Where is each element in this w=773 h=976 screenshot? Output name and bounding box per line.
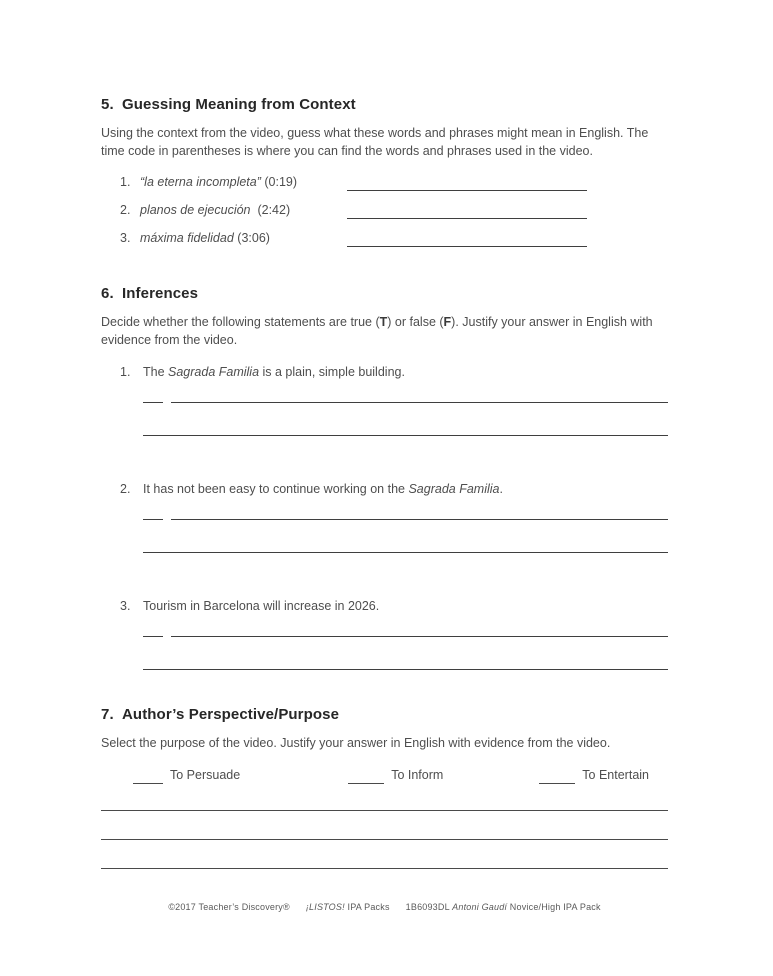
tf-answer-blank — [143, 510, 163, 520]
statement-italic: Sagrada Familia — [168, 365, 260, 379]
justification-line — [143, 669, 668, 670]
product-suffix: Novice/High IPA Pack — [507, 902, 601, 912]
time-code: (3:06) — [237, 231, 270, 245]
tf-answer-row — [143, 627, 668, 637]
instructions-text: ) or false ( — [387, 315, 444, 329]
option-label: To Inform — [391, 768, 444, 782]
phrase-text: “la eterna incompleta” — [140, 175, 261, 189]
statement-post: . — [499, 482, 503, 496]
vocab-item — [120, 201, 668, 219]
section-5-heading — [101, 96, 668, 113]
option-to-inform — [348, 766, 443, 784]
option-to-persuade — [133, 766, 240, 784]
instructions-text: ). Justify your answer in English with evidence from the video. — [101, 315, 653, 347]
page-footer — [101, 902, 668, 912]
justification-line — [171, 393, 668, 403]
justification-line — [101, 839, 668, 840]
justification-line — [101, 868, 668, 869]
section-title: Author’s Perspective/Purpose — [122, 706, 340, 723]
statement-text — [143, 480, 503, 498]
justification-line — [143, 552, 668, 553]
option-label: To Persuade — [170, 768, 241, 782]
answer-blank — [347, 235, 587, 247]
section-number: 7. — [101, 706, 114, 723]
statement-row — [120, 363, 668, 381]
justification-line — [171, 510, 668, 520]
section-author-purpose — [101, 706, 668, 869]
tf-answer-row — [143, 510, 668, 520]
section-6-heading — [101, 285, 668, 302]
section-number: 6. — [101, 285, 114, 302]
item-number: 3. — [120, 231, 131, 245]
tf-answer-blank — [143, 393, 163, 403]
series-suffix: IPA Packs — [344, 902, 390, 912]
true-letter: T — [379, 315, 388, 329]
product-code: 1B6093DL — [405, 902, 453, 912]
phrase-text: planos de ejecución — [140, 203, 251, 217]
vocab-item — [120, 229, 668, 247]
spanish-phrase — [140, 173, 347, 191]
justification-line — [143, 435, 668, 436]
statement-text — [143, 597, 379, 615]
option-label: To Entertain — [582, 768, 650, 782]
statement-italic: Sagrada Familia — [408, 482, 500, 496]
option-to-entertain — [539, 766, 649, 784]
item-number: 2. — [120, 482, 131, 496]
tf-answer-row — [143, 393, 668, 403]
false-letter: F — [443, 315, 452, 329]
section-number: 5. — [101, 96, 114, 113]
section-title: Guessing Meaning from Context — [122, 96, 356, 113]
phrase-text: máxima fidelidad — [140, 231, 234, 245]
spanish-phrase — [140, 229, 347, 247]
product-text — [406, 902, 601, 912]
instructions-text: Decide whether the following statements are true ( — [101, 315, 380, 329]
answer-blank — [347, 207, 587, 219]
vocab-item — [120, 173, 668, 191]
statement-text — [143, 363, 405, 381]
section-title: Inferences — [122, 285, 199, 302]
item-number: 1. — [120, 175, 131, 189]
section-6-instructions — [101, 313, 668, 349]
statement-pre: Tourism in Barcelona will increase in 2026. — [143, 599, 380, 613]
vocab-list — [101, 173, 668, 247]
copyright-text: ©2017 Teacher’s Discovery® — [168, 902, 290, 912]
time-code: (2:42) — [257, 203, 291, 217]
section-inferences — [101, 285, 668, 670]
section-5-instructions: Using the context from the video, guess what these words and phrases might mean in English. The time code in parentheses is where you can find the words and phrases used in the video. — [101, 126, 649, 158]
series-text — [306, 902, 390, 912]
product-title: Antoni Gaudí — [452, 902, 508, 912]
purpose-options-row — [133, 766, 668, 784]
inference-item — [101, 597, 668, 670]
checkbox-blank — [348, 774, 384, 784]
section-7-instructions: Select the purpose of the video. Justify your answer in English with evidence from the video. — [101, 736, 611, 750]
statement-pre: The — [143, 365, 169, 379]
checkbox-blank — [133, 774, 163, 784]
inference-item — [101, 480, 668, 553]
statement-row — [120, 597, 668, 615]
section-7-heading — [101, 706, 668, 723]
inference-item — [101, 363, 668, 436]
item-number: 2. — [120, 203, 131, 217]
justification-line — [101, 810, 668, 811]
statement-row — [120, 480, 668, 498]
section-guessing-meaning — [101, 96, 668, 247]
statement-post: is a plain, simple building. — [259, 365, 405, 379]
justification-line — [171, 627, 668, 637]
statement-pre: It has not been easy to continue working on the — [143, 482, 409, 496]
series-name: ¡LISTOS! — [305, 902, 345, 912]
item-number: 1. — [120, 365, 131, 379]
spanish-phrase — [140, 201, 347, 219]
checkbox-blank — [539, 774, 575, 784]
tf-answer-blank — [143, 627, 163, 637]
item-number: 3. — [120, 599, 131, 613]
answer-blank — [347, 179, 587, 191]
time-code: (0:19) — [264, 175, 298, 189]
